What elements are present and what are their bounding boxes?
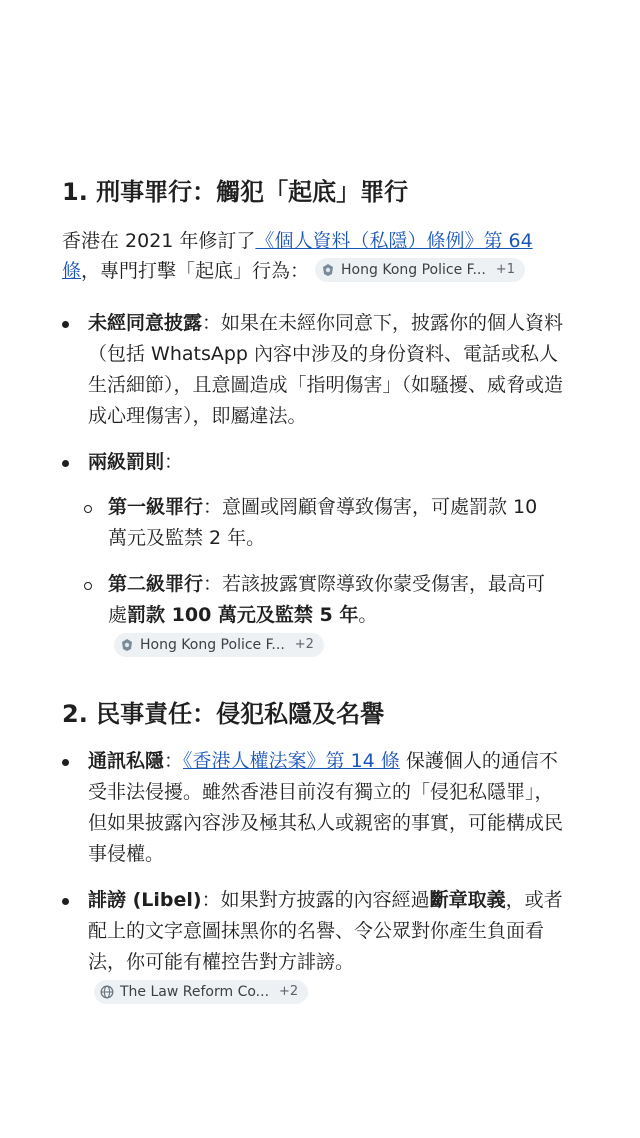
item-text: ：意圖或罔顧會導致傷害，可處罰款 10 萬元及監禁 2 年。 [108,496,538,549]
bullet-icon [62,759,69,766]
item-title: 誹謗 (Libel) [88,889,202,911]
bullet-icon [62,898,69,905]
list-item-second-offence [108,569,564,662]
item-text-end: ，或者配上的文字意圖抹黑你的名譽、令公眾對你產生負面看法，你可能有權控告對方誹謗。 [88,889,563,973]
bill-of-rights-link[interactable]: 《香港人權法案》第 14 條 [183,750,400,772]
source-chip-police-2[interactable] [114,633,324,657]
item-title: 第一級罪行 [108,496,204,518]
intro-prefix: 香港在 2021 年修訂了 [62,230,256,252]
list-item-unauthorized-disclosure [88,308,568,432]
sub-bullet-icon [84,582,92,590]
source-chip-label: Hong Kong Police F... [341,261,486,278]
list-item-first-offence [108,492,558,554]
item-text: ： [164,451,184,473]
sub-bullet-icon [84,505,92,513]
list-item-communication-privacy [88,746,568,870]
police-badge-icon [120,638,134,652]
item-title: 未經同意披露 [88,312,203,334]
section-heading-civil: 2. 民事責任：侵犯私隱及名譽 [62,700,385,728]
item-text: 保護個人的通信不受非法侵擾。雖然香港目前沒有獨立的「侵犯私隱罪」，但如果披露內容涉及極其私人或親密的事實，可能構成民事侵權。 [88,750,564,865]
section-heading-criminal: 1. 刑事罪行：觸犯「起底」罪行 [62,178,409,206]
source-chip-count: +2 [279,983,299,999]
item-text: ：如果在未經你同意下，披露你的個人資料（包括 WhatsApp 內容中涉及的身份資料、電話或私人生活細節），且意圖造成「指明傷害」（如騷擾、威脅或造成心理傷害），即屬違法。 [88,312,564,427]
bullet-icon [62,460,69,467]
item-title: 第二級罪行 [108,573,204,595]
item-title: 通訊私隱 [88,750,165,772]
item-bold-text: 斷章取義 [429,889,506,911]
intro-suffix: ，專門打擊「起底」行為： [81,260,310,282]
item-colon: ： [164,750,184,772]
item-text: ：如果對方披露的內容經過 [201,889,430,911]
police-badge-icon [321,263,335,277]
source-chip-police-1[interactable] [315,258,525,282]
item-title: 兩級罰則 [88,451,165,473]
bullet-icon [62,321,69,328]
source-chip-count: +2 [294,636,314,652]
source-chip-label: The Law Reform Co... [120,983,270,1000]
source-chip-count: +1 [495,261,515,277]
intro-paragraph [62,226,562,286]
item-bold-text: 罰款 100 萬元及監禁 5 年 [127,604,359,626]
item-text-end: 。 [358,604,378,626]
list-item-penalty-levels [88,447,568,478]
source-chip-label: Hong Kong Police F... [140,636,285,653]
ordinance-link[interactable]: 《個人資料（私隱）條例》第 64 條 [62,230,533,282]
source-chip-law-reform[interactable] [94,980,308,1004]
list-item-libel [88,885,568,1009]
item-text: ：若該披露實際導致你蒙受傷害，最高可處 [108,573,546,626]
globe-icon [100,985,114,999]
